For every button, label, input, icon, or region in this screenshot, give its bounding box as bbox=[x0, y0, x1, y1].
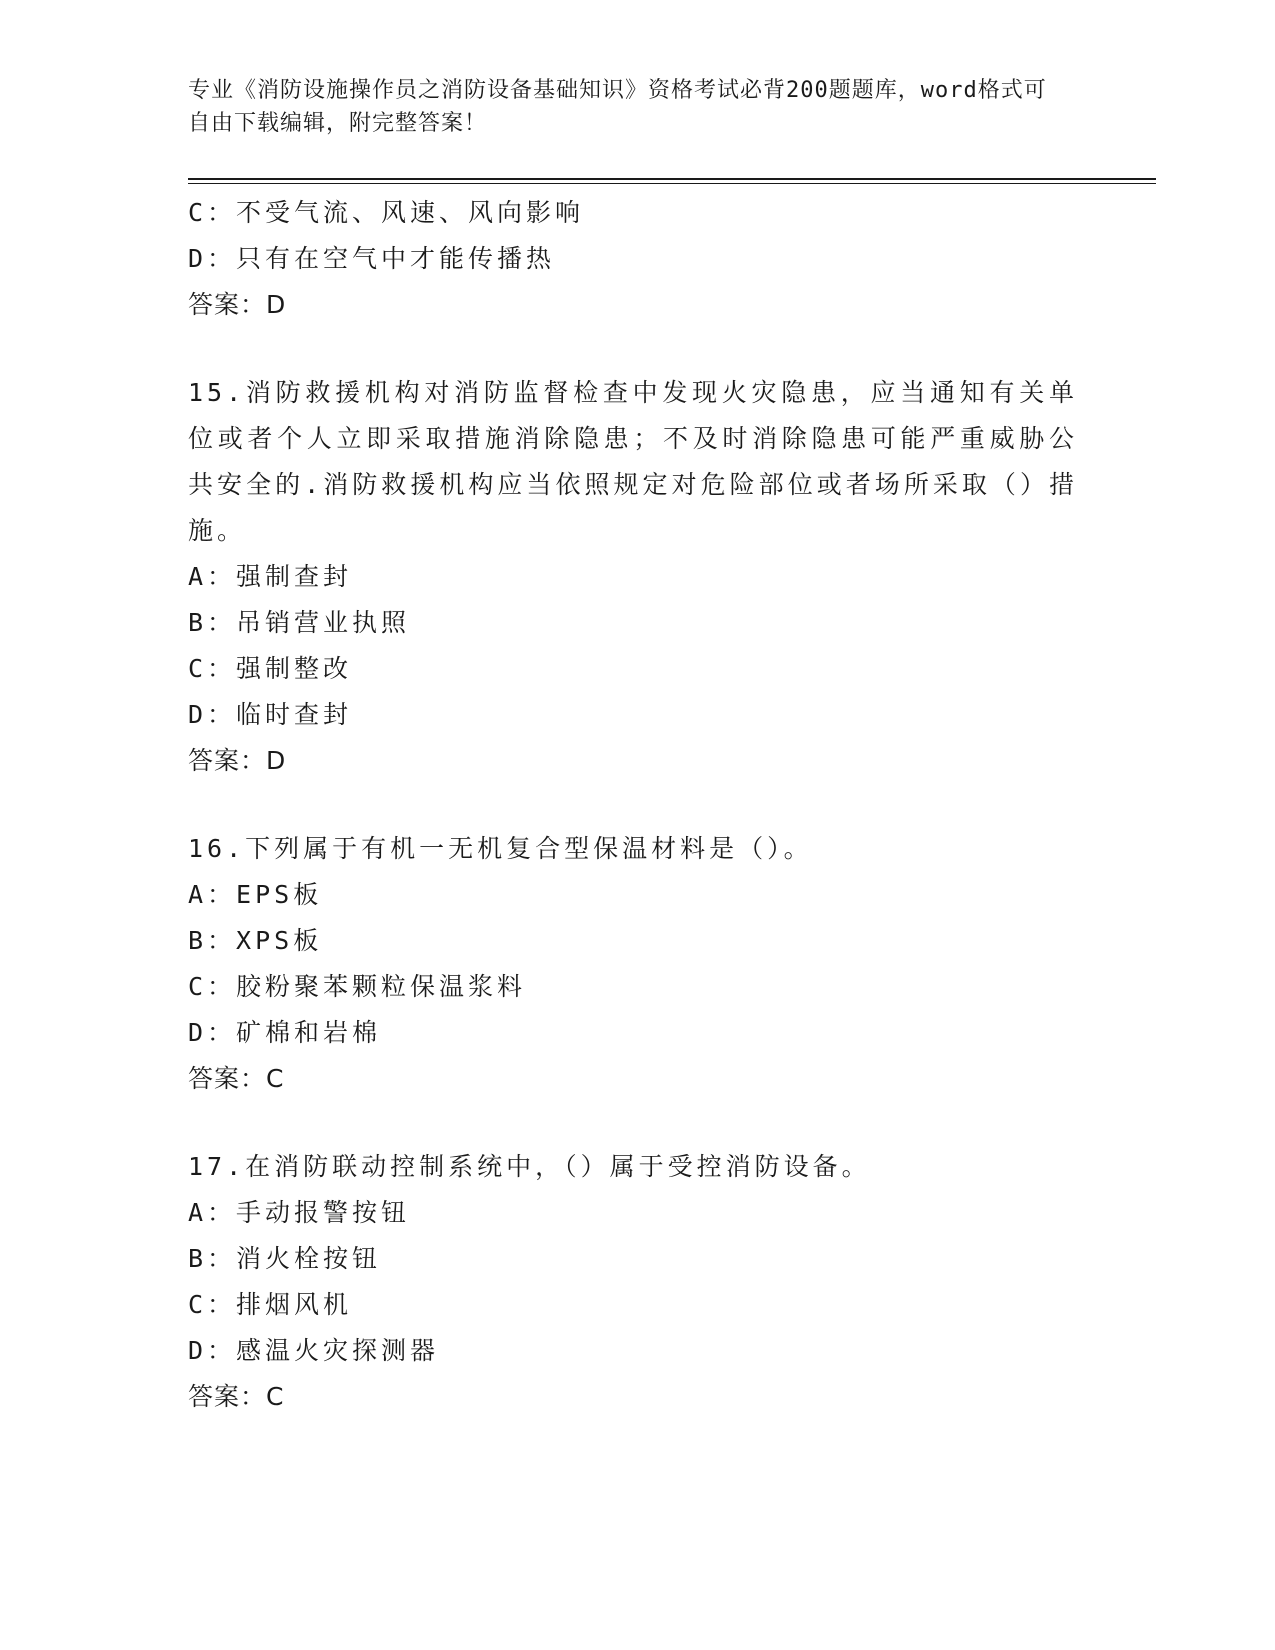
option-c: C：强制整改 bbox=[188, 654, 353, 683]
question-17 bbox=[188, 1144, 1078, 1420]
question-15 bbox=[188, 370, 1078, 784]
question-stem: 15.消防救援机构对消防监督检查中发现火灾隐患，应当通知有关单位或者个人立即采取措施消除隐患；不及时消除隐患可能严重威胁公共安全的.消防救援机构应当依照规定对危险部位或者场所采取（）措施。 bbox=[188, 378, 1078, 545]
answer-line: 答案：C bbox=[188, 1064, 285, 1093]
option-d: D：临时查封 bbox=[188, 700, 353, 729]
spacer bbox=[188, 328, 1078, 370]
question-continued bbox=[188, 190, 1078, 328]
option-c: C：胶粉聚苯颗粒保温浆料 bbox=[188, 972, 527, 1001]
option-a: A：手动报警按钮 bbox=[188, 1198, 411, 1227]
option-a: A：强制查封 bbox=[188, 562, 353, 591]
option-a: A：EPS板 bbox=[188, 880, 323, 909]
spacer bbox=[188, 784, 1078, 826]
document-title: 专业《消防设施操作员之消防设备基础知识》资格考试必背200题题库，word格式可自由下载编辑，附完整答案！ bbox=[188, 78, 1047, 136]
option-d: D：矿棉和岩棉 bbox=[188, 1018, 382, 1047]
header-divider-thick bbox=[188, 178, 1156, 180]
option-d: D：感温火灾探测器 bbox=[188, 1336, 440, 1365]
option-b: B：消火栓按钮 bbox=[188, 1244, 382, 1273]
option-c: C：不受气流、风速、风向影响 bbox=[188, 198, 585, 227]
document-header bbox=[188, 74, 1068, 140]
header-divider-thin bbox=[188, 183, 1156, 184]
option-b: B：XPS板 bbox=[188, 926, 323, 955]
spacer bbox=[188, 1102, 1078, 1144]
option-b: B：吊销营业执照 bbox=[188, 608, 411, 637]
question-stem: 17.在消防联动控制系统中，（）属于受控消防设备。 bbox=[188, 1152, 871, 1181]
option-d: D：只有在空气中才能传播热 bbox=[188, 244, 556, 273]
question-list bbox=[188, 190, 1078, 1420]
answer-line: 答案：C bbox=[188, 1382, 285, 1411]
question-stem: 16.下列属于有机一无机复合型保温材料是（）。 bbox=[188, 834, 813, 863]
answer-line: 答案：D bbox=[188, 290, 287, 319]
answer-line: 答案：D bbox=[188, 746, 287, 775]
option-c: C：排烟风机 bbox=[188, 1290, 353, 1319]
question-16 bbox=[188, 826, 1078, 1102]
